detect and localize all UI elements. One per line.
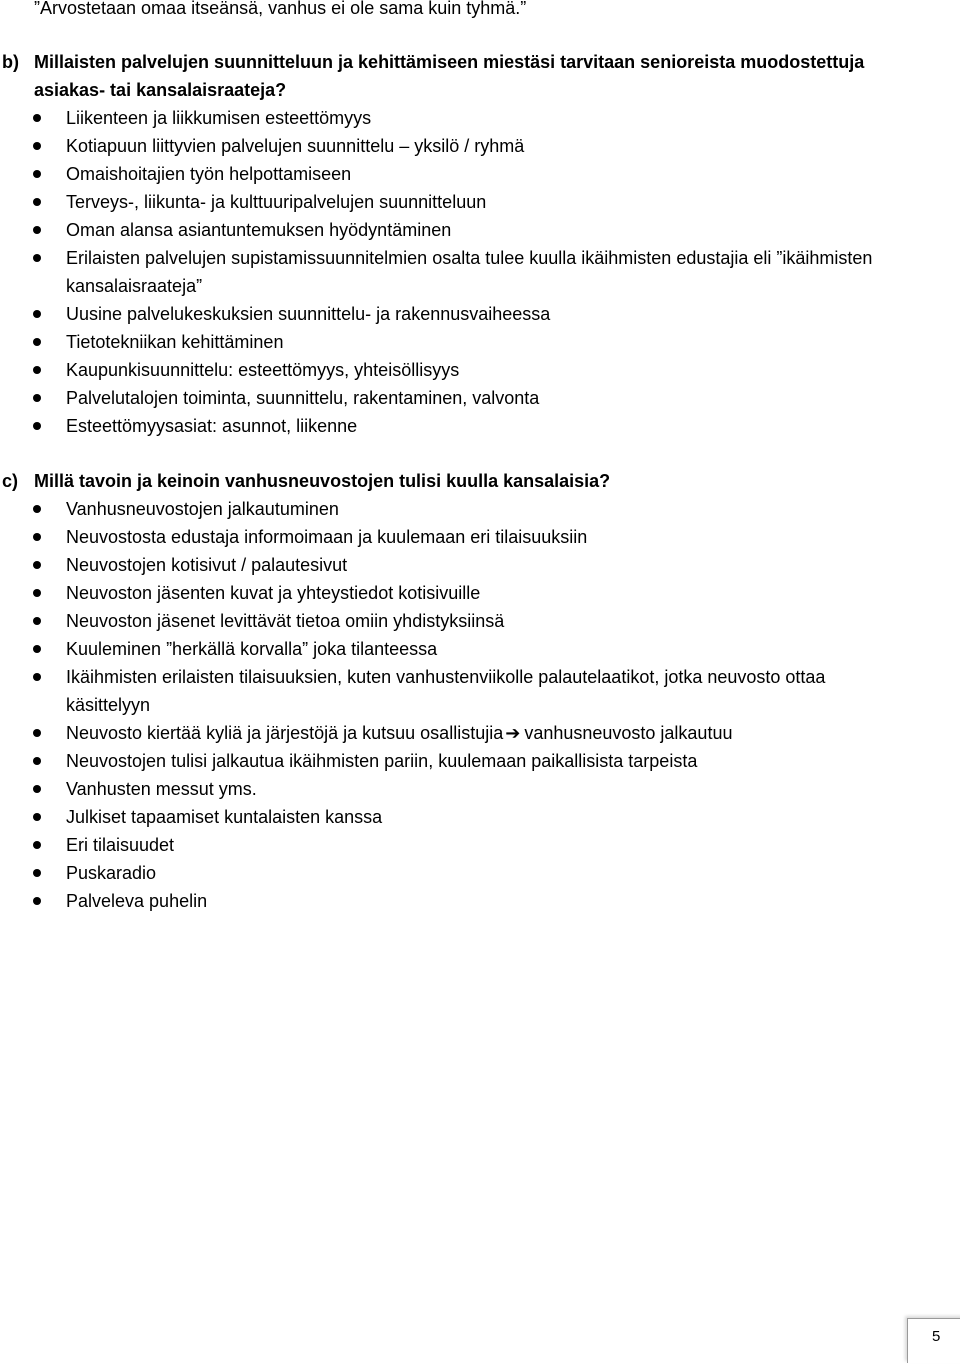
bullet-icon	[33, 114, 41, 122]
bullet-icon	[33, 338, 41, 346]
list-item-text: Esteettömyysasiat: asunnot, liikenne	[66, 416, 358, 436]
list-item	[0, 132, 930, 160]
section-b	[0, 48, 930, 440]
list-item	[0, 244, 930, 300]
bullet-icon	[33, 785, 41, 793]
list-item	[0, 328, 930, 356]
list-item-text: Terveys-, liikunta- ja kulttuuripalvelujen suunnitteluun	[66, 192, 487, 212]
list-item	[0, 300, 930, 328]
bullet-icon	[33, 422, 41, 430]
list-item	[0, 803, 930, 831]
list-item-text: Neuvostojen kotisivut / palautesivut	[66, 555, 348, 575]
list-item-text: Eri tilaisuudet	[66, 835, 175, 855]
list-item	[0, 775, 930, 803]
section-b-list	[0, 104, 930, 440]
list-item	[0, 160, 930, 188]
list-item-text: Uusine palvelukeskuksien suunnittelu- ja rakennusvaiheessa	[66, 304, 551, 324]
section-c-list	[0, 495, 930, 915]
list-item-text: Neuvoston jäsenten kuvat ja yhteystiedot kotisivuille	[66, 583, 481, 603]
bullet-icon	[33, 226, 41, 234]
list-item-text: Neuvoston jäsenet levittävät tietoa omiin yhdistyksiinsä	[66, 611, 505, 631]
list-item	[0, 412, 930, 440]
list-item	[0, 831, 930, 859]
list-item-text: Liikenteen ja liikkumisen esteettömyys	[66, 108, 372, 128]
bullet-icon	[33, 170, 41, 178]
bullet-icon	[33, 897, 41, 905]
bullet-icon	[33, 533, 41, 541]
quote-text: ”Arvostetaan omaa itseänsä, vanhus ei ole sama kuin tyhmä.”	[34, 0, 527, 18]
list-item-text: Omaishoitajien työn helpottamiseen	[66, 164, 352, 184]
section-b-heading	[0, 48, 930, 104]
list-item	[0, 635, 930, 663]
list-item-text: Puskaradio	[66, 863, 157, 883]
right-arrow-icon: ➔	[505, 723, 521, 743]
bullet-icon	[33, 394, 41, 402]
list-item	[0, 384, 930, 412]
list-item	[0, 887, 930, 915]
bullet-icon	[33, 505, 41, 513]
list-item	[0, 104, 930, 132]
bullet-icon	[33, 617, 41, 625]
list-item-text: Tietotekniikan kehittäminen	[66, 332, 284, 352]
list-item-text: Neuvostojen tulisi jalkautua ikäihmisten pariin, kuulemaan paikallisista tarpeista	[66, 751, 698, 771]
list-item-text: Neuvosto kiertää kyliä ja järjestöjä ja kutsuu osallistujia	[66, 723, 504, 743]
list-item	[0, 579, 930, 607]
page-number-box	[907, 1318, 960, 1363]
bullet-icon	[33, 841, 41, 849]
list-item-text: Neuvostosta edustaja informoimaan ja kuulemaan eri tilaisuuksiin	[66, 527, 588, 547]
list-item	[0, 551, 930, 579]
bullet-icon	[33, 198, 41, 206]
bullet-icon	[33, 366, 41, 374]
page-number: 5	[932, 1328, 941, 1345]
bullet-icon	[33, 561, 41, 569]
bullet-icon	[33, 589, 41, 597]
section-c-heading-text: Millä tavoin ja keinoin vanhusneuvostojen tulisi kuulla kansalaisia?	[34, 471, 611, 491]
list-item	[0, 356, 930, 384]
list-item	[0, 747, 930, 775]
list-item	[0, 719, 930, 747]
list-item-text: Palvelutalojen toiminta, suunnittelu, rakentaminen, valvonta	[66, 388, 540, 408]
list-item-text: Kaupunkisuunnittelu: esteettömyys, yhteisöllisyys	[66, 360, 460, 380]
list-item-text: Vanhusten messut yms.	[66, 779, 257, 799]
bullet-icon	[33, 813, 41, 821]
bullet-icon	[33, 645, 41, 653]
list-item	[0, 859, 930, 887]
list-item-text: Oman alansa asiantuntemuksen hyödyntäminen	[66, 220, 452, 240]
list-item-text: Vanhusneuvostojen jalkautuminen	[66, 499, 339, 519]
section-b-marker: b)	[2, 52, 19, 72]
list-item	[0, 607, 930, 635]
bullet-icon	[33, 310, 41, 318]
section-c-marker: c)	[2, 471, 19, 491]
list-item-text: Julkiset tapaamiset kuntalaisten kanssa	[66, 807, 383, 827]
list-item-text: Ikäihmisten erilaisten tilaisuuksien, kuten vanhustenviikolle palautelaatikot, jotka neuvosto ottaa käsittelyyn	[66, 667, 826, 715]
bullet-icon	[33, 254, 41, 262]
list-item	[0, 495, 930, 523]
bullet-icon	[33, 673, 41, 681]
list-item	[0, 188, 930, 216]
section-c	[0, 467, 930, 915]
section-c-heading	[0, 467, 930, 495]
list-item	[0, 523, 930, 551]
section-b-heading-text: Millaisten palvelujen suunnitteluun ja kehittämiseen miestäsi tarvitaan senioreista muodostettuja asiakas- tai kansalaisraateja?	[34, 52, 865, 100]
bullet-icon	[33, 757, 41, 765]
list-item	[0, 663, 930, 719]
list-item-text: Kotiapuun liittyvien palvelujen suunnittelu – yksilö / ryhmä	[66, 136, 525, 156]
bullet-icon	[33, 729, 41, 737]
list-item-text: Erilaisten palvelujen supistamissuunnitelmien osalta tulee kuulla ikäihmisten edustajia eli ”ikäihmisten kansalaisraateja”	[66, 248, 873, 296]
list-item-text-tail: vanhusneuvosto jalkautuu	[524, 723, 733, 743]
list-item-text: Palveleva puhelin	[66, 891, 208, 911]
list-item-text: Kuuleminen ”herkällä korvalla” joka tilanteessa	[66, 639, 438, 659]
list-item	[0, 216, 930, 244]
bullet-icon	[33, 142, 41, 150]
bullet-icon	[33, 869, 41, 877]
